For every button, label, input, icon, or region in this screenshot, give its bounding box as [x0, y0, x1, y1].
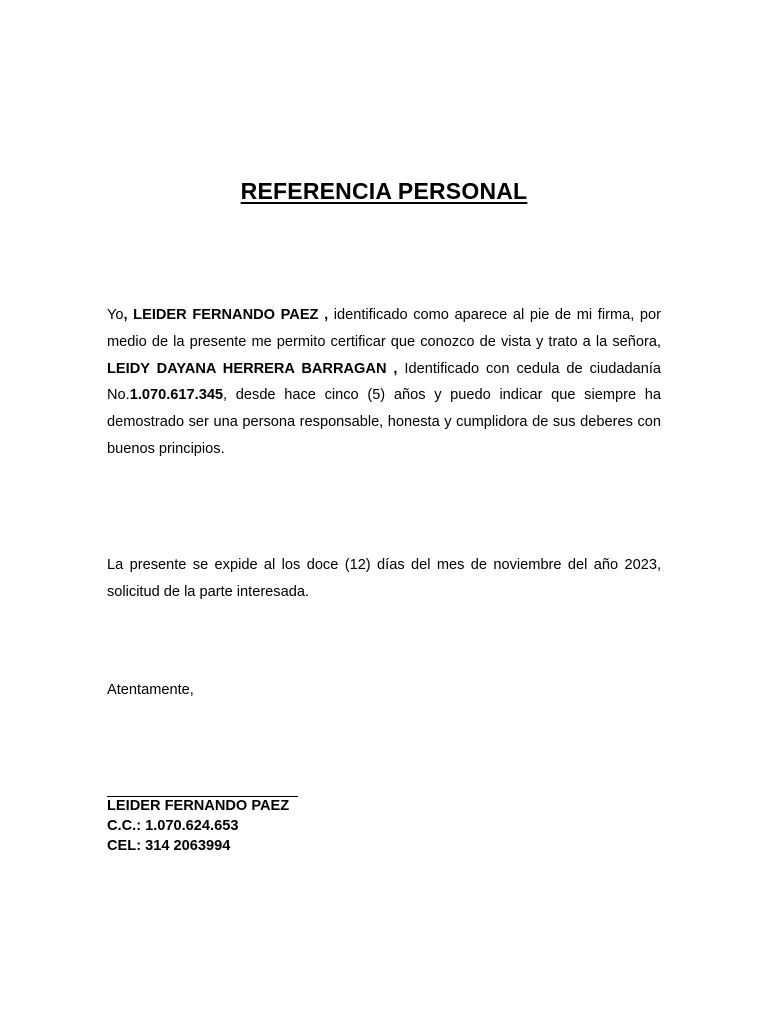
issue-date-paragraph: La presente se expide al los doce (12) días del mes de noviembre del año 2023, solicitud de la parte interesada. — [107, 557, 661, 600]
paragraph-text: Yo — [107, 307, 124, 323]
document-title: REFERENCIA PERSONAL — [240, 178, 528, 204]
id-number: 1.070.617.345 — [129, 387, 224, 404]
paragraph-text: Identificado con cedula de ciudadanía No. — [107, 360, 661, 404]
signer-id: C.C.: 1.070.624.653 — [107, 818, 239, 834]
reference-paragraph — [107, 302, 661, 463]
referenced-person-name: LEIDY DAYANA HERRERA BARRAGAN , — [107, 360, 398, 377]
referee-name: , LEIDER FERNANDO PAEZ , — [123, 307, 329, 323]
signer-phone: CEL: 314 2063994 — [107, 838, 231, 854]
signer-name: LEIDER FERNANDO PAEZ — [107, 798, 290, 814]
closing-text: Atentamente, — [107, 682, 194, 698]
paragraph-text: identificado como aparece al pie de mi firma, por medio de la presente me permito certificar que conozco de vista y trato a la señora, — [107, 307, 661, 350]
signature-block — [107, 796, 289, 856]
paragraph-text: , desde hace cinco (5) años y puedo indicar que siempre ha demostrado ser una persona responsable, honesta y cumplidora de sus deberes con buenos principios. — [107, 387, 661, 457]
